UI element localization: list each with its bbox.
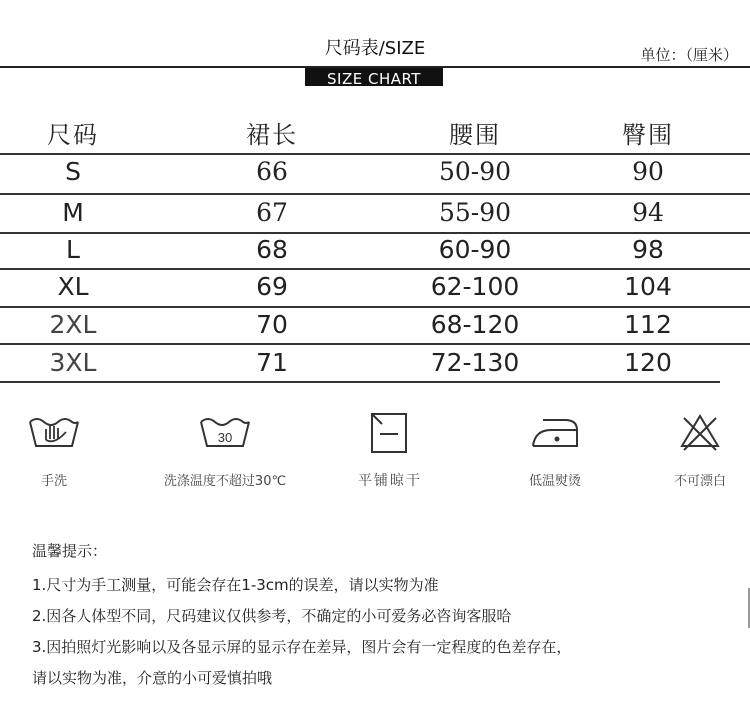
care-label: 洗涤温度不超过30℃ xyxy=(163,474,287,489)
iron-low-icon xyxy=(525,412,585,452)
care-item-hand-wash xyxy=(14,412,94,489)
cell-size: XL xyxy=(57,272,89,301)
cell-size: M xyxy=(62,198,84,227)
hand-wash-icon xyxy=(26,412,82,452)
dry-flat-icon xyxy=(368,412,412,456)
care-item-no-bleach xyxy=(660,412,740,489)
cell-length: 71 xyxy=(256,348,288,377)
cell-waist: 62-100 xyxy=(430,272,520,301)
care-label: 低温熨烫 xyxy=(528,474,581,489)
cell-hip: 112 xyxy=(624,310,672,339)
size-chart-badge: SIZE CHART xyxy=(305,68,443,86)
cell-size: L xyxy=(66,235,80,264)
cell-waist: 50-90 xyxy=(438,157,512,186)
cell-length: 69 xyxy=(256,272,288,301)
table-rule xyxy=(0,343,750,345)
cell-hip: 120 xyxy=(624,348,672,377)
wash-30-icon xyxy=(197,412,253,452)
table-rule xyxy=(0,232,750,234)
care-item-iron-low xyxy=(510,412,600,489)
care-label: 手洗 xyxy=(40,474,67,489)
column-header-length: 裙长 xyxy=(246,121,298,149)
care-label: 平铺晾干 xyxy=(358,473,422,489)
cell-length: 68 xyxy=(256,235,288,264)
cell-length: 67 xyxy=(256,198,288,227)
cell-hip: 90 xyxy=(632,157,664,186)
tips-heading: 温馨提示： xyxy=(32,542,108,560)
cell-size: S xyxy=(65,157,81,186)
care-instructions xyxy=(0,412,750,512)
table-rule xyxy=(0,268,750,270)
table-rule xyxy=(0,381,720,383)
column-header-hip: 臀围 xyxy=(622,121,674,149)
tip-line: 3.因拍照灯光影响以及各显示屏的显示存在差异，图片会有一定程度的色差存在， xyxy=(32,638,572,656)
cell-waist: 72-130 xyxy=(430,348,520,377)
cell-size: 2XL xyxy=(49,310,97,339)
column-header-waist: 腰围 xyxy=(449,121,501,149)
care-label: 不可漂白 xyxy=(673,474,726,489)
tips-section xyxy=(32,538,742,694)
size-chart-title: 尺码表/SIZE xyxy=(324,38,426,59)
unit-label: 单位：（厘米） xyxy=(640,46,738,64)
tip-line: 请以实物为准，介意的小可爱慎拍哦 xyxy=(32,669,273,687)
size-table xyxy=(0,117,750,153)
cell-waist: 60-90 xyxy=(438,235,512,264)
cell-hip: 94 xyxy=(632,198,664,227)
cell-waist: 68-120 xyxy=(430,310,520,339)
cell-waist: 55-90 xyxy=(438,198,512,227)
cell-length: 70 xyxy=(256,310,288,339)
cell-size: 3XL xyxy=(49,348,97,377)
care-item-dry-flat xyxy=(345,412,435,490)
cell-hip: 104 xyxy=(624,272,672,301)
table-rule xyxy=(0,306,750,308)
table-rule xyxy=(0,193,750,195)
table-rule xyxy=(0,153,750,155)
care-item-wash-temp xyxy=(150,412,300,489)
no-bleach-icon xyxy=(678,412,722,452)
table-header-row xyxy=(0,117,750,153)
wash-temp-text: 30 xyxy=(217,430,233,445)
cell-length: 66 xyxy=(256,157,288,186)
tip-line: 1.尺寸为手工测量，可能会存在1-3cm的误差，请以实物为准 xyxy=(32,576,439,594)
cell-hip: 98 xyxy=(632,235,664,264)
tip-line: 2.因各人体型不同，尺码建议仅供参考，不确定的小可爱务必咨询客服哈 xyxy=(32,607,512,625)
column-header-size: 尺码 xyxy=(47,121,99,149)
